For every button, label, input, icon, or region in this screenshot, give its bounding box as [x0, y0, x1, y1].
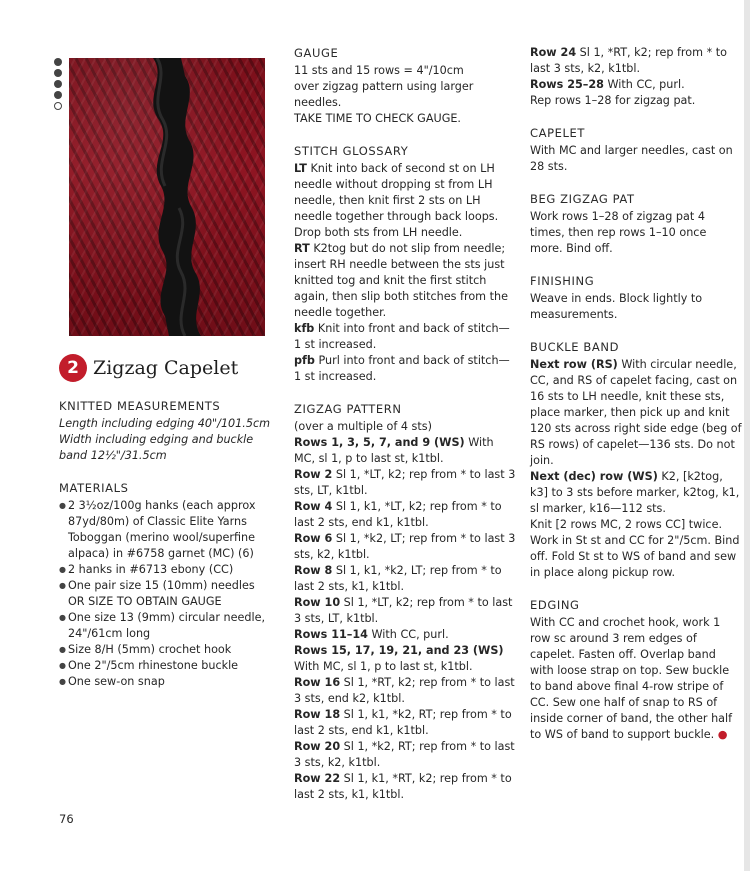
- zigzag-intro: (over a multiple of 4 sts): [294, 420, 432, 433]
- materials-item: ● 2 3½oz/100g hanks (each approx 87yd/80m) of Classic Elite Yarns Toboggan (merino wool/superfine alpaca) in #6758 garnet (MC) (6): [59, 498, 271, 562]
- skill-dot: [54, 69, 62, 77]
- row-label: Row 4: [294, 500, 333, 513]
- row-label: Rows 11–14: [294, 628, 368, 641]
- glossary-entry: [294, 161, 516, 241]
- row-text: Sl 1, *k2, RT; rep from * to last 3 sts, k2, k1tbl.: [294, 740, 515, 769]
- row-label: Row 2: [294, 468, 333, 481]
- row-text: Sl 1, k1, *k2, RT; rep from * to last 2 sts, end k1, k1tbl.: [294, 708, 512, 737]
- zigzag-row: [294, 771, 516, 803]
- zigzag-repeat: Rep rows 1–28 for zigzag pat.: [530, 94, 696, 107]
- glossary-term: pfb: [294, 354, 315, 367]
- row-label: Row 6: [294, 532, 333, 545]
- row-text: Sl 1, *LT, k2; rep from * to last 3 sts, LT, k1tbl.: [294, 468, 516, 497]
- row-label: Row 8: [294, 564, 333, 577]
- materials-item: ● One 2"/5cm rhinestone buckle: [59, 658, 271, 674]
- column-middle: [294, 45, 516, 803]
- row-label: Row 16: [294, 676, 341, 689]
- glossary-entry: [294, 353, 516, 385]
- gauge-heading: GAUGE: [294, 46, 339, 60]
- edging-text: With CC and crochet hook, work 1 row sc around 3 rem edges of capelet. Fasten off. Overlap band with loose strap on top. Sew buckle to band above final 4-row stripe of CC. Sew one half of snap to RS of inside corner of band, the other half to WS of band to support buckle.: [530, 616, 733, 741]
- zigzag-row: [294, 739, 516, 771]
- glossary-section: [294, 143, 516, 385]
- measurements-heading: KNITTED MEASUREMENTS: [59, 399, 221, 413]
- gauge-line: 11 sts and 15 rows = 4"/10cm: [294, 64, 464, 77]
- row-label: Rows 25–28: [530, 78, 604, 91]
- buckle-note: Knit [2 rows MC, 2 rows CC] twice. Work in St st and CC for 2"/5cm. Bind off. Fold St st to WS of band and sew in place along pickup row.: [530, 518, 740, 579]
- zigzag-row: [294, 531, 516, 563]
- skill-dot: [54, 80, 62, 88]
- beg-pattern-section: [530, 191, 742, 257]
- edging-section: [530, 597, 742, 743]
- zigzag-row: [294, 563, 516, 595]
- step-label: Next (dec) row (WS): [530, 470, 658, 483]
- row-text: With MC, sl 1, p to last st, k1tbl.: [294, 436, 494, 465]
- pattern-title-text: Zigzag Capelet: [93, 357, 239, 379]
- materials-item: ● One size 13 (9mm) circular needle, 24"/61cm long: [59, 610, 271, 642]
- measurements-section: [59, 398, 271, 464]
- materials-item: ● One sew-on snap: [59, 674, 271, 690]
- zigzag-row: [294, 435, 516, 467]
- beg-pattern-heading: BEG ZIGZAG PAT: [530, 192, 635, 206]
- glossary-definition: Knit into back of second st on LH needle without dropping st from LH needle, then knit first 2 sts on LH needle together through back loops. Drop both sts from LH needle.: [294, 162, 499, 239]
- glossary-term: RT: [294, 242, 310, 255]
- glossary-entry: [294, 241, 516, 321]
- pattern-title: [59, 354, 271, 382]
- step-label: Next row (RS): [530, 358, 618, 371]
- zigzag-heading: ZIGZAG PATTERN: [294, 402, 402, 416]
- width-measurement: Width including edging and buckle band 12½"/31.5cm: [59, 433, 254, 462]
- skill-dot-empty: [54, 102, 62, 110]
- row-text: Sl 1, *RT, k2; rep from * to last 3 sts, end k2, k1tbl.: [294, 676, 515, 705]
- zigzag-row: [294, 627, 516, 643]
- gauge-section: [294, 45, 516, 127]
- buckle-band-section: [530, 339, 742, 581]
- row-label: Rows 15, 17, 19, 21, and 23 (WS): [294, 644, 504, 657]
- buckle-step: [530, 469, 742, 517]
- column-left: [59, 354, 271, 706]
- beg-pattern-text: Work rows 1–28 of zigzag pat 4 times, then rep rows 1–10 once more. Bind off.: [530, 210, 707, 255]
- glossary-term: LT: [294, 162, 307, 175]
- glossary-definition: Knit into front and back of stitch—1 st increased.: [294, 322, 510, 351]
- materials-section: [59, 480, 271, 690]
- zigzag-row: [294, 675, 516, 707]
- zigzag-row: [530, 77, 742, 93]
- row-text: With CC, purl.: [607, 78, 685, 91]
- gauge-line: TAKE TIME TO CHECK GAUGE.: [294, 112, 461, 125]
- finishing-heading: FINISHING: [530, 274, 595, 288]
- glossary-definition: Purl into front and back of stitch—1 st increased.: [294, 354, 510, 383]
- buckle-step: [530, 357, 742, 469]
- zigzag-section: [294, 401, 516, 803]
- edging-paragraph: [530, 615, 742, 743]
- step-text: K2, [k2tog, k3] to 3 sts before marker, k2tog, k1, sl marker, k16—112 sts.: [530, 470, 740, 515]
- row-text: With CC, purl.: [371, 628, 449, 641]
- row-text: Sl 1, *RT, k2; rep from * to last 3 sts, k2, k1tbl.: [530, 46, 727, 75]
- zigzag-row: [294, 499, 516, 531]
- row-text: Sl 1, k1, *k2, LT; rep from * to last 2 sts, k1, k1tbl.: [294, 564, 502, 593]
- materials-item: ● 2 hanks in #6713 ebony (CC): [59, 562, 271, 578]
- row-text: Sl 1, k1, *LT, k2; rep from * to last 2 sts, end k1, k1tbl.: [294, 500, 502, 529]
- glossary-term: kfb: [294, 322, 315, 335]
- column-right: [530, 45, 742, 759]
- zigzag-continued: [530, 45, 742, 109]
- capelet-section: [530, 125, 742, 175]
- skill-dot: [54, 91, 62, 99]
- knit-swatch-photo: [69, 58, 265, 336]
- pattern-number-badge: 2: [59, 354, 87, 382]
- step-text: With circular needle, CC, and RS of capelet facing, cast on 16 sts to LH needle, knit these sts, place marker, then pick up and knit 120 sts across right side edge (beg of RS rows) of capelet—136 sts. Do not join.: [530, 358, 742, 467]
- row-label: Row 24: [530, 46, 577, 59]
- zigzag-row: [530, 45, 742, 77]
- gauge-line: over zigzag pattern using larger needles.: [294, 80, 474, 109]
- capelet-heading: CAPELET: [530, 126, 585, 140]
- row-label: Row 22: [294, 772, 341, 785]
- row-text: Sl 1, k1, *RT, k2; rep from * to last 2 sts, k1, k1tbl.: [294, 772, 512, 801]
- glossary-heading: STITCH GLOSSARY: [294, 144, 409, 158]
- row-text: With MC, sl 1, p to last st, k1tbl.: [294, 660, 473, 673]
- capelet-text: With MC and larger needles, cast on 28 sts.: [530, 144, 733, 173]
- skill-level-dots: [54, 58, 64, 113]
- zigzag-row: [294, 643, 516, 675]
- row-label: Row 10: [294, 596, 341, 609]
- edging-heading: EDGING: [530, 598, 580, 612]
- buckle-band-heading: BUCKLE BAND: [530, 340, 620, 354]
- skill-dot: [54, 58, 62, 66]
- page-edge: [744, 0, 750, 871]
- glossary-entry: [294, 321, 516, 353]
- length-measurement: Length including edging 40"/101.5cm: [59, 417, 271, 430]
- end-mark-icon: ●: [717, 728, 728, 741]
- row-label: Row 18: [294, 708, 341, 721]
- finishing-section: [530, 273, 742, 323]
- zigzag-row: [294, 595, 516, 627]
- glossary-definition: K2tog but do not slip from needle; insert RH needle between the sts just knitted tog and knit the first stitch again, then slip both stitches from the needle together.: [294, 242, 508, 319]
- zigzag-row: [294, 707, 516, 739]
- row-text: Sl 1, *LT, k2; rep from * to last 3 sts, LT, k1tbl.: [294, 596, 513, 625]
- materials-heading: MATERIALS: [59, 481, 129, 495]
- page-number: 76: [59, 812, 74, 826]
- row-label: Row 20: [294, 740, 341, 753]
- materials-item: ● Size 8/H (5mm) crochet hook: [59, 642, 271, 658]
- row-text: Sl 1, *k2, LT; rep from * to last 3 sts, k2, k1tbl.: [294, 532, 516, 561]
- zigzag-row: [294, 467, 516, 499]
- materials-list: [59, 498, 271, 690]
- row-label: Rows 1, 3, 5, 7, and 9 (WS): [294, 436, 465, 449]
- finishing-text: Weave in ends. Block lightly to measurements.: [530, 292, 703, 321]
- materials-item: ● One pair size 15 (10mm) needles OR SIZE TO OBTAIN GAUGE: [59, 578, 271, 610]
